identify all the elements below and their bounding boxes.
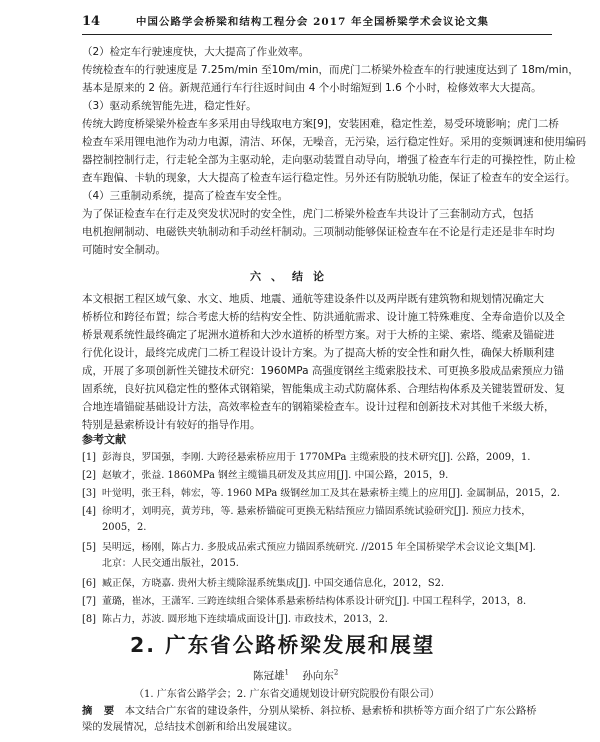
reference-text: 吴明远，杨刚，陈占力. 多股成品索式预应力锚固系统研究. //2015 年全国桥梁学术会议论文集[M]. xyxy=(102,542,536,553)
reference-item xyxy=(82,556,239,572)
body-line: 传统检查车的行驶速度是 7.25m/min 至10m/min，而虎门二桥梁外检查车的行驶速度达到了 18m/min， xyxy=(82,64,579,76)
author-affiliation: （1. 广东省公路学会；2. 广东省交通规划设计研究院股份有限公司） xyxy=(134,689,440,700)
body-line: （3）驱动系统智能先进，稳定性好。 xyxy=(82,100,257,112)
reference-item xyxy=(82,486,560,502)
reference-item xyxy=(82,576,444,592)
article-authors xyxy=(253,668,338,683)
reference-text: 2005，2. xyxy=(102,522,147,533)
body-line: 查车跑偏、卡轨的现象，大大提高了检查车运行稳定性。另外还有防脱轨功能，保证了检查车的安全运行。 xyxy=(82,172,576,184)
author-name: 陈冠雄 xyxy=(253,670,285,682)
reference-number: [1] xyxy=(82,452,96,463)
references-heading: 参考文献 xyxy=(82,433,126,446)
header-rule xyxy=(82,34,552,35)
body-line: 为了保证检查车在行走及突发状况时的安全性，虎门二桥梁外检查车共设计了三套制动方式，包括 xyxy=(82,208,534,220)
body-line: 传统大跨度桥梁梁外检查车多采用由导线取电方案[9]，安装困难，稳定性差，易受环境影响；虎门二桥 xyxy=(82,118,559,130)
abstract-line: 梁的发展情况，总结技术创新和给出发展建议。 xyxy=(82,721,299,733)
conclusion-line: 特别是悬索桥设计有较好的指导作用。 xyxy=(82,419,261,431)
conclusion-line: 本文根据工程区域气象、水文、地质、地震、通航等建设条件以及两岸既有建筑物和规划情况确定大 xyxy=(82,293,544,305)
body-line: 器控制控制行走，行走轮全部为主驱动轮，走向驱动装置自动导向，增强了检查车行走的可操控性，防止检 xyxy=(82,154,576,166)
running-header xyxy=(82,14,552,32)
body-line: 电机抱闸制动、电磁铁夹轨制动和手动丝杆制动。三项制动能够保证检查车在不论是行走还是非车时均 xyxy=(82,226,555,238)
author-mark: 1 xyxy=(284,668,289,677)
abstract-text: 本文结合广东省的建设条件，分别从梁桥、斜拉桥、悬索桥和拱桥等方面介绍了广东公路桥 xyxy=(124,705,537,717)
reference-text: 赵敏才，张益. 1860MPa 钢丝主缆锚具研发及其应用[J]. 中国公路，2015，9. xyxy=(102,470,449,481)
conclusion-line: 行优化设计，最终完成虎门二桥工程设计设计方案。为了提高大桥的安全性和耐久性，确保大桥顺利建 xyxy=(82,347,555,359)
reference-text: 彭海良，罗国强，李刚. 大跨径悬索桥应用于 1770MPa 主缆索股的技术研究[J]. 公路，2009，1. xyxy=(102,452,531,463)
reference-item xyxy=(82,504,531,520)
body-line: 检查车采用锂电池作为动力电源，清洁、环保，无噪音，无污染，运行稳定性好。采用的变频调速和使用编码 xyxy=(82,136,586,148)
conclusion-line: 合地连墙锚碇基础设计方法，高效率检查车的钢箱梁检查车。设计过程和创新技术对其他千米级大桥， xyxy=(82,401,555,413)
body-line: （4）三重制动系统，提高了检查车安全性。 xyxy=(82,190,289,202)
author-mark: 2 xyxy=(333,668,339,677)
reference-item xyxy=(82,612,388,628)
reference-item xyxy=(82,594,526,610)
conclusion-line: 桥桥位和跨径布置；综合考虑大桥的结构安全性、防洪通航需求、设计施工特殊难度、全寿命造价以及全 xyxy=(82,311,565,323)
reference-text: 北京：人民交通出版社，2015. xyxy=(102,558,239,569)
reference-text: 董璐，崔冰，王潇军. 三跨连续组合梁体系悬索桥结构体系设计研究[J]. 中国工程科学，2013，8. xyxy=(102,596,527,607)
running-title: 中国公路学会桥梁和结构工程分会 2017 年全国桥梁学术会议论文集 xyxy=(136,16,489,28)
author-name: 孙向东 xyxy=(302,670,334,682)
abstract-line xyxy=(82,704,537,719)
page-number: 14 xyxy=(82,14,101,29)
body-line: 可随时安全制动。 xyxy=(82,244,166,256)
abstract-label: 摘 要 xyxy=(82,705,119,717)
reference-text: 臧正保，方晓嘉. 贵州大桥主缆除湿系统集成[J]. 中国交通信息化，2012，S2. xyxy=(102,578,445,589)
conclusion-line: 成，开展了多项创新性关键技术研究：1960MPa 高强度钢丝主缆索股技术、可更换多股成品索预应力锚 xyxy=(82,365,564,377)
reference-text: 陈占力，苏波. 圆形地下连续墙成面设计[J]. 市政技术，2013，2. xyxy=(102,614,388,625)
reference-number: [3] xyxy=(82,488,96,499)
reference-item xyxy=(82,520,146,536)
conclusion-line: 固系统，良好抗风稳定性的整体式钢箱梁，智能集成主动式防腐体系、合理结构体系及关键装置研发、复 xyxy=(82,383,565,395)
reference-number: [7] xyxy=(82,596,96,607)
reference-text: 叶觉明，张王科，韩宏，等. 1960 MPa 级钢丝加工及其在悬索桥主缆上的应用[J]. 金属制品，2015，2. xyxy=(102,488,561,499)
body-line: （2）检定车行驶速度快，大大提高了作业效率。 xyxy=(82,46,310,58)
conclusion-line: 桥景观系统性最终确定了坭洲水道桥和大沙水道桥的桥型方案。对于大桥的主梁、索塔、缆索及锚碇进 xyxy=(82,329,555,341)
body-line: 基本是原来的 2 倍。新规范通行车行往返时间由 4 个小时缩短到 1.6 个小时，检修效率大大提高。 xyxy=(82,82,542,94)
article-title: 2. 广东省公路桥梁发展和展望 xyxy=(130,633,436,657)
reference-number: [8] xyxy=(82,614,96,625)
reference-item xyxy=(82,450,530,466)
reference-text: 徐明才，刘明亮，黄芳玮，等. 悬索桥锚碇可更换无粘结预应力锚固系统试验研究[J]. 预应力技术， xyxy=(102,506,532,517)
reference-number: [5] xyxy=(82,542,96,553)
reference-item xyxy=(82,468,448,484)
reference-number: [4] xyxy=(82,506,96,517)
reference-number: [6] xyxy=(82,578,96,589)
reference-item xyxy=(82,540,536,556)
reference-number: [2] xyxy=(82,470,96,481)
section-heading: 六、结论 xyxy=(250,270,334,283)
